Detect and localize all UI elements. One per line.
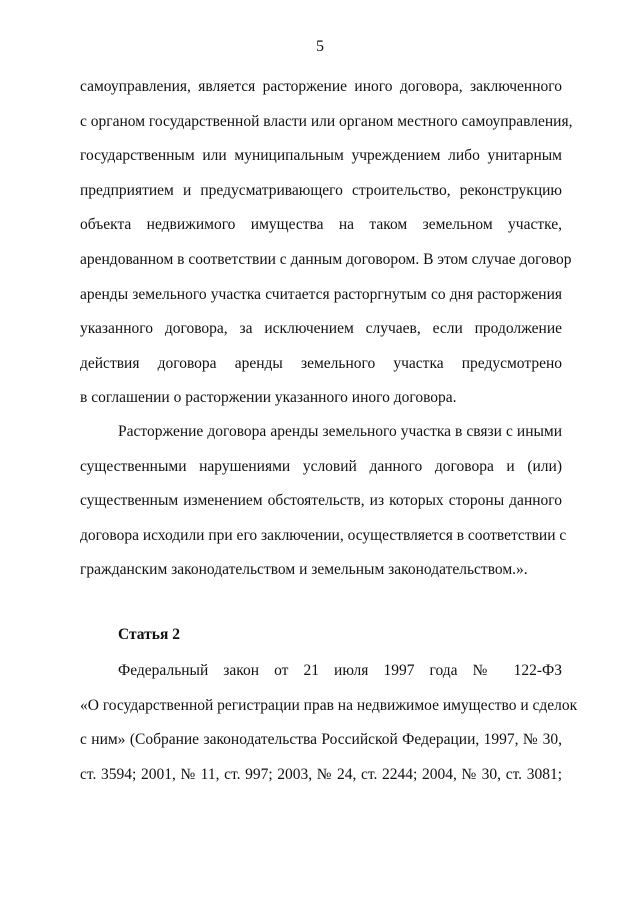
text-line: договора исходили при его заключении, осуществляется в соответствии с	[80, 526, 567, 544]
text-line: Федеральный закон от 21 июля 1997 года № 122-ФЗ	[118, 662, 562, 679]
article-heading: Статья 2	[118, 626, 180, 643]
text-line: в соглашении о расторжении указанного иного договора.	[80, 389, 457, 407]
text-line: с ним» (Собрание законодательства Российской Федерации, 1997, № 30,	[80, 731, 562, 749]
text-line: самоуправления, является расторжение иного договора, заключенного	[80, 78, 562, 95]
paragraph-3	[80, 654, 578, 792]
paragraph-2	[80, 415, 567, 588]
text-line: аренды земельного участка считается расторгнутым со дня расторжения	[80, 285, 562, 303]
text-line: арендованном в соответствии с данным договором. В этом случае договор	[80, 250, 572, 268]
text-line: предприятием и предусматривающего строительство, реконструкцию	[80, 181, 562, 199]
paragraph-1	[80, 70, 573, 416]
text-line: указанного договора, за исключением случаев, если продолжение	[80, 320, 562, 338]
text-line: существенными нарушениями условий данного договора и (или)	[80, 457, 562, 475]
text-line: государственным или муниципальным учреждением либо унитарным	[80, 147, 562, 165]
text-line: гражданским законодательством и земельным законодательством.».	[80, 561, 528, 579]
text-line: действия договора аренды земельного участка предусмотрено	[80, 354, 562, 372]
text-line: «О государственной регистрации прав на недвижимое имущество и сделок	[80, 696, 578, 714]
text-line: ст. 3594; 2001, № 11, ст. 997; 2003, № 24, ст. 2244; 2004, № 30, ст. 3081;	[80, 765, 562, 783]
page-number: 5	[316, 38, 324, 55]
text-line: с органом государственной власти или органом местного самоуправления,	[80, 112, 573, 130]
text-line: объекта недвижимого имущества на таком земельном участке,	[80, 216, 562, 234]
text-line: Расторжение договора аренды земельного участка в связи с иными	[118, 423, 562, 440]
text-line: существенным изменением обстоятельств, из которых стороны данного	[80, 492, 562, 510]
